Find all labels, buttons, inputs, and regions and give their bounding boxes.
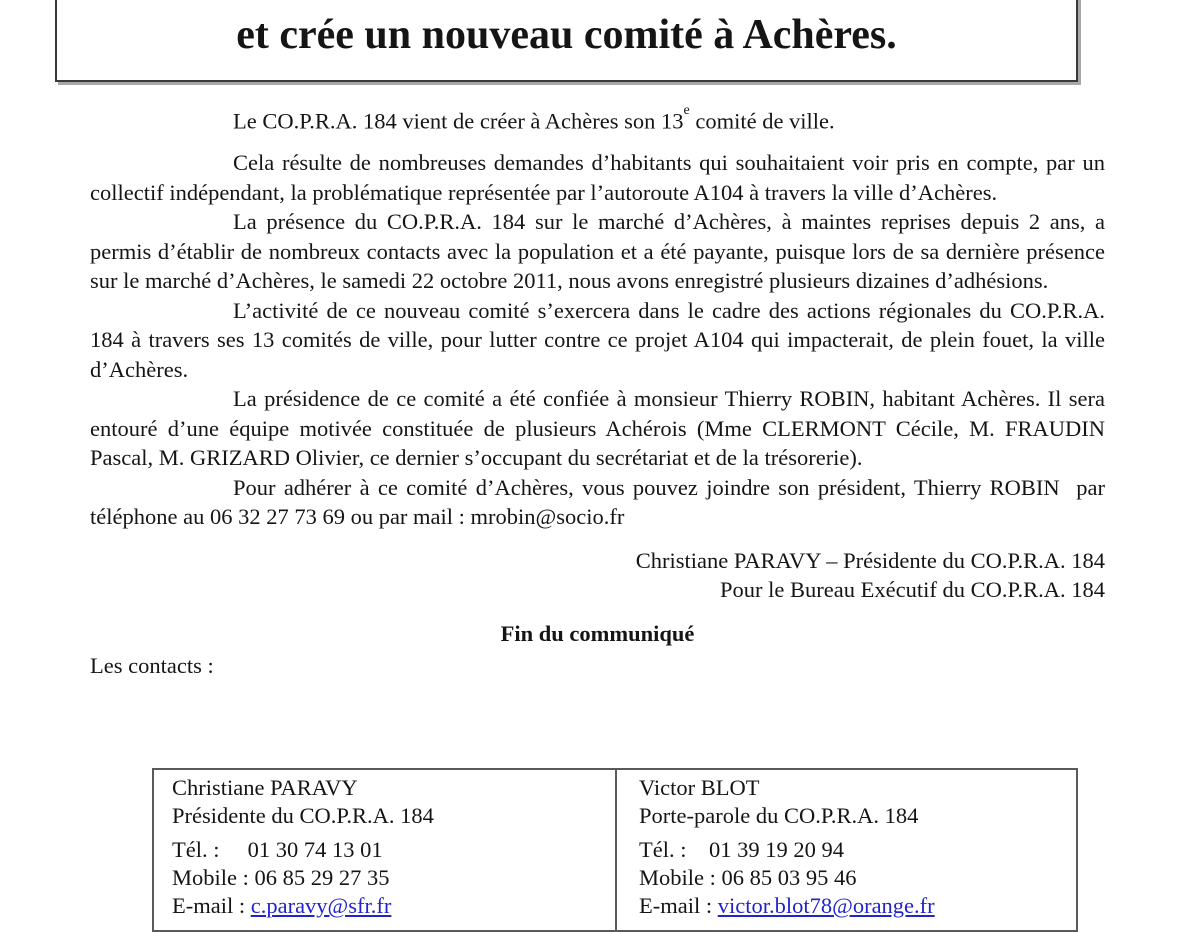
signature-line-president: Christiane PARAVY – Présidente du CO.P.R.A. 184: [635, 547, 1105, 573]
contact-card-blot: [615, 770, 1076, 930]
contact-role: Porte-parole du CO.P.R.A. 184: [639, 803, 919, 828]
contact-mobile: Mobile : 06 85 29 27 35: [172, 865, 390, 890]
contact-email-line: [639, 892, 1076, 920]
paragraph-1-end: comité de ville.: [689, 108, 835, 134]
paragraph-2: Cela résulte de nombreuses demandes d’habitants qui souhaitaient voir pris en compte, par un collectif indépendant, la problématique représentée par l’autoroute A104 à travers la ville d’Achères.: [90, 150, 1105, 205]
contact-name: Victor BLOT: [639, 775, 760, 800]
end-of-release-label: Fin du communiqué: [500, 620, 695, 646]
email-label: E-mail :: [639, 893, 718, 918]
contact-role: Présidente du CO.P.R.A. 184: [172, 803, 434, 828]
signature-block: [90, 546, 1105, 605]
email-link-blot[interactable]: victor.blot78@orange.fr: [717, 893, 935, 918]
email-link-paravy[interactable]: c.paravy@sfr.fr: [250, 893, 392, 918]
paragraph-5: La présidence de ce comité a été confiée à monsieur Thierry ROBIN, habitant Achères. Il sera entouré d’une équipe motivée constituée de plusieurs Achérois (Mme CLERMONT Cécile, M. FRAUDIN Pascal, M. GRIZARD Olivier, ce dernier s’occupant du secrétariat et de la trésorerie).: [90, 386, 1105, 470]
paragraph-6: Pour adhérer à ce comité d’Achères, vous pouvez joindre son président, Thierry ROBIN par téléphone au 06 32 27 73 69 ou par mail : mrobin@socio.fr: [90, 474, 1105, 529]
contact-phone: Tél. : 01 39 19 20 94: [639, 837, 844, 862]
contact-email-line: [172, 892, 615, 920]
contact-phone: Tél. : 01 30 74 13 01: [172, 837, 383, 862]
contacts-label: Les contacts :: [90, 653, 214, 678]
contact-mobile: Mobile : 06 85 03 95 46: [639, 865, 857, 890]
contact-card-paravy: [154, 770, 615, 930]
email-label: E-mail :: [172, 893, 251, 918]
document-title-line2: et crée un nouveau comité à Achères.: [236, 12, 897, 58]
paragraph-3: La présence du CO.P.R.A. 184 sur le marché d’Achères, à maintes reprises depuis 2 ans, a permis d’établir de nombreux contacts avec la population et a été payante, puisque lors de sa dernière présence sur le marché d’Achères, le samedi 22 octobre 2011, nous avons enregistré plusieurs dizaines d’adhésions.: [90, 209, 1105, 293]
signature-line-bureau: Pour le Bureau Exécutif du CO.P.R.A. 184: [720, 577, 1105, 602]
title-box: [55, 0, 1078, 82]
paragraph-1-text: Le CO.P.R.A. 184 vient de créer à Achères son 13: [233, 108, 684, 134]
contact-name: Christiane PARAVY: [172, 775, 358, 800]
paragraph-1: [90, 102, 1105, 136]
paragraph-4: L’activité de ce nouveau comité s’exercera dans le cadre des actions régionales du CO.P.R.A. 184 à travers ses 13 comités de ville, pour lutter contre ce projet A104 qui impacterait, de plein fouet, la ville d’Achères.: [90, 297, 1105, 382]
body-text: [90, 102, 1105, 681]
contacts-table: [152, 768, 1078, 932]
superscript-e: e: [683, 102, 690, 118]
